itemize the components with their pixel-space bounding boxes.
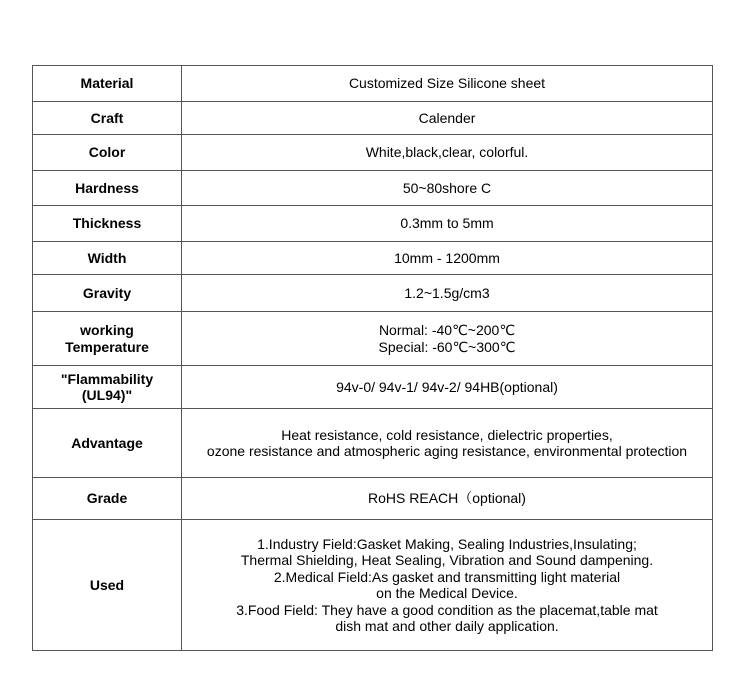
width-value: 10mm - 1200mm: [182, 242, 713, 275]
row-color: [33, 135, 713, 171]
material-label: Material: [33, 66, 182, 102]
used-value: 1.Industry Field:Gasket Making, Sealing Industries,Insulating; Thermal Shielding, Heat Sealing, Vibration and Sound dampening. 2.Medical Field:As gasket and transmitting light material on the Medical Device. 3.Food Field: They have a good condition as the placemat,table mat dish mat and other daily application.: [182, 520, 713, 651]
advantage-label: Advantage: [33, 409, 182, 478]
thickness-value: 0.3mm to 5mm: [182, 206, 713, 242]
row-working-temperature: [33, 312, 713, 366]
gravity-label: Gravity: [33, 275, 182, 312]
thickness-label: Thickness: [33, 206, 182, 242]
width-label: Width: [33, 242, 182, 275]
row-used: [33, 520, 713, 651]
row-craft: [33, 102, 713, 135]
working-temperature-label: working Temperature: [33, 312, 182, 366]
row-gravity: [33, 275, 713, 312]
spec-table: [32, 65, 713, 651]
color-value: White,black,clear, colorful.: [182, 135, 713, 171]
flammability-label: "Flammability (UL94)": [33, 366, 182, 409]
hardness-value: 50~80shore C: [182, 171, 713, 206]
row-width: [33, 242, 713, 275]
craft-label: Craft: [33, 102, 182, 135]
row-advantage: [33, 409, 713, 478]
row-hardness: [33, 171, 713, 206]
material-value: Customized Size Silicone sheet: [182, 66, 713, 102]
craft-value: Calender: [182, 102, 713, 135]
grade-value: RoHS REACH（optional): [182, 478, 713, 520]
hardness-label: Hardness: [33, 171, 182, 206]
advantage-value: Heat resistance, cold resistance, dielectric properties, ozone resistance and atmospheric aging resistance, environmental protection: [182, 409, 713, 478]
row-grade: [33, 478, 713, 520]
color-label: Color: [33, 135, 182, 171]
row-material: [33, 66, 713, 102]
gravity-value: 1.2~1.5g/cm3: [182, 275, 713, 312]
row-flammability: [33, 366, 713, 409]
working-temperature-value: Normal: -40℃~200℃ Special: -60℃~300℃: [182, 312, 713, 366]
row-thickness: [33, 206, 713, 242]
grade-label: Grade: [33, 478, 182, 520]
flammability-value: 94v-0/ 94v-1/ 94v-2/ 94HB(optional): [182, 366, 713, 409]
used-label: Used: [33, 520, 182, 651]
